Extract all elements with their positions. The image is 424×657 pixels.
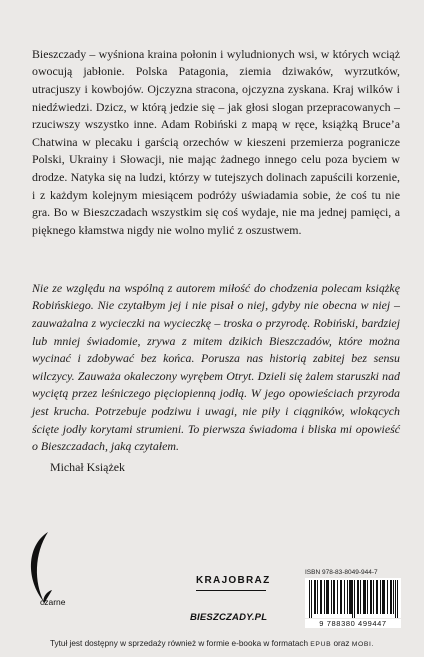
back-cover-blurb: Bieszczady – wyśniona kraina połonin i wyludnionych wsi, w których wciąż owocują jabłonie. Polska Patagonia, ziemia dziwaków, wyrzutków, utracjuszy i kowbojów. Ojczyzna stracona, ojczyzna zyskana. Kraj wilków i niedźwiedzi. Dzicz, w którą jedzie się – jak głosi slogan przepracowanych – rzuciwszy wszystko inne. Adam Robiński z mapą w ręce, książką Bruce’a Chatwina w plecaku i garścią orzechów w kieszeni przemierza pogranicze Polski, Ukrainy i Słowacji, nie mając żadnego innego celu poza byciem w drodze. Natyka się na ludzi, którzy w tutejszych dolinach zapuścili korzenie, i z każdym kolejnym miesiącem podróży uświadamia sobie, że coś tu nie gra. Bo w Bieszczadach wszystkim się coś wydaje, nie ma jednej pamięci, a pięknego kłamstwa nigdy nie wolno mylić z oszustwem. [32, 46, 400, 237]
ebook-note-and: oraz [333, 639, 350, 648]
endorsement-author: Michał Książek [50, 460, 125, 474]
ebook-availability-note [0, 639, 424, 648]
publisher-name: czarne [40, 597, 66, 607]
isbn-label: ISBN 978-83-8049-944-7 [305, 569, 378, 576]
barcode-number: 9 788380 499447 [305, 619, 401, 628]
format-mobi: MOBI. [351, 641, 374, 648]
series-logo: KRAJOBRAZ [196, 575, 271, 586]
czarne-logo-icon [22, 528, 62, 608]
partner-logo: BIESZCZADY.PL [190, 612, 268, 623]
barcode [305, 578, 401, 618]
series-underline [196, 590, 266, 591]
endorsement-quote: Nie ze względu na wspólną z autorem miłość do chodzenia polecam książkę Robińskiego. Nie czytałbym jej i nie pisał o niej, gdyby nie obecna w niej – zauważalna z wycieczki na wycieczkę – troska o przyrodę. Robiński, bardziej lub mniej świadomie, zrywa z mitem dzikich Bieszczadów, które można wycinać i zdobywać bez końca. Porusza nas historią zabitej bez sensu wilczycy. Zauważa okaleczony wyrębem Otryt. Dzieli się żalem staruszki nad wyciętą przez leśniczego pięciopienną jodłą. W jego opowieściach przyroda jest krucha. Potrzebuje podziwu i uwagi, nie piły i ciągników, wlokących ścięte jodły korytami strumieni. To pierwsza świadoma i bliska mi opowieść o Bieszczadach, jaką czytałem. [32, 280, 400, 454]
ebook-note-text: Tytuł jest dostępny w sprzedaży również w formie e-booka w formatach [50, 639, 309, 648]
format-epub: EPUB [310, 641, 332, 648]
